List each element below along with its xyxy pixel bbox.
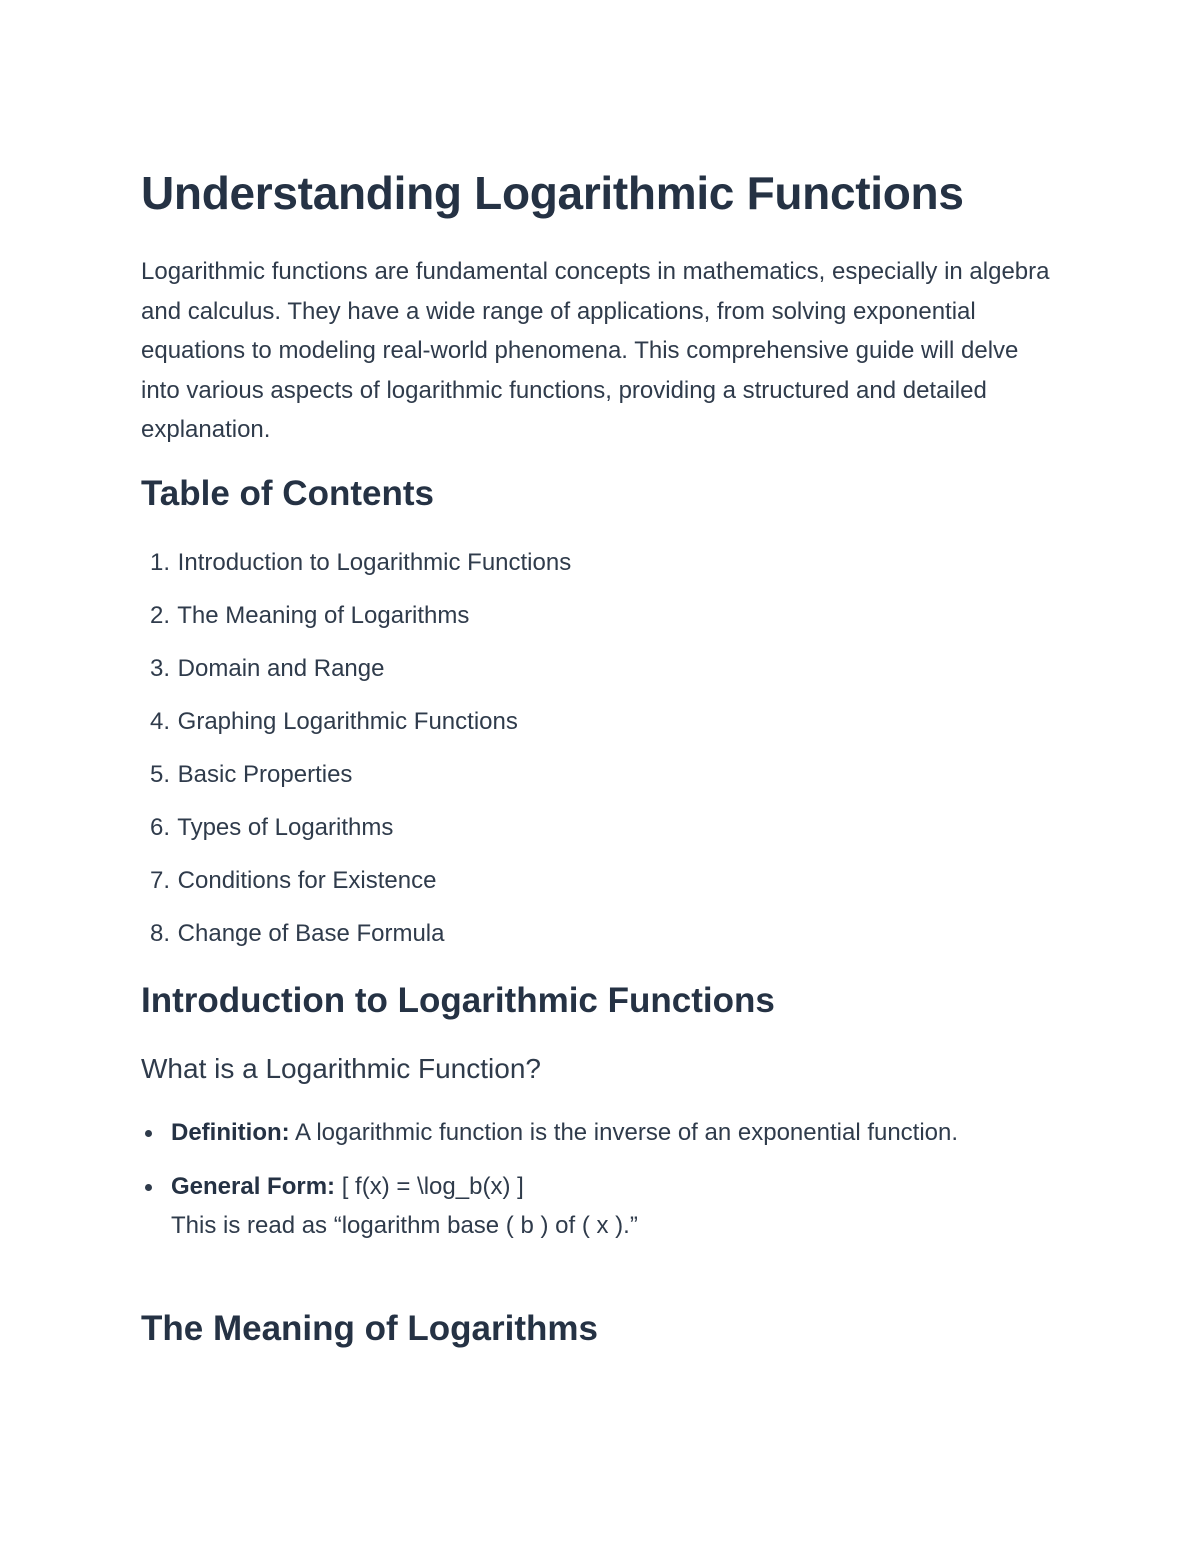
toc-item-label: Types of Logarithms xyxy=(177,814,394,841)
toc-item xyxy=(141,758,571,811)
toc-item-number: 5. xyxy=(149,761,170,788)
toc-item-label: Introduction to Logarithmic Functions xyxy=(177,549,572,576)
toc-item-label: The Meaning of Logarithms xyxy=(177,602,470,629)
toc-item-label: Change of Base Formula xyxy=(177,920,445,947)
toc-item-number: 3. xyxy=(149,655,170,682)
table-of-contents xyxy=(141,546,571,970)
definition-text: A logarithmic function is the inverse of an exponential function. xyxy=(289,1119,959,1146)
toc-item xyxy=(141,652,571,705)
intro-paragraph: Logarithmic functions are fundamental concepts in mathematics, especially in algebra and calculus. They have a wide range of applications, from solving exponential equations to modeling real-world phenomena. This comprehensive guide will delve into various aspects of logarithmic functions, providing a structured and detailed explanation. xyxy=(141,258,1050,443)
general-form-formula: [ f(x) = \log_b(x) ] xyxy=(335,1172,524,1200)
list-item-definition xyxy=(141,1113,1041,1153)
toc-item xyxy=(141,599,571,652)
toc-item-label: Graphing Logarithmic Functions xyxy=(177,708,518,735)
toc-item-number: 6. xyxy=(149,814,170,841)
section-heading-meaning: The Meaning of Logarithms xyxy=(141,1309,598,1348)
list-item-general-form xyxy=(141,1167,1041,1246)
toc-item-label: Conditions for Existence xyxy=(177,867,437,894)
toc-item-number: 8. xyxy=(149,920,170,947)
term-definition: Definition: xyxy=(171,1119,290,1146)
section-heading-introduction: Introduction to Logarithmic Functions xyxy=(141,981,775,1020)
toc-item-number: 2. xyxy=(149,602,170,629)
term-general-form: General Form: xyxy=(171,1172,336,1200)
toc-item xyxy=(141,705,571,758)
subheading-what-is: What is a Logarithmic Function? xyxy=(141,1053,541,1084)
toc-item-label: Basic Properties xyxy=(177,761,353,788)
document-title: Understanding Logarithmic Functions xyxy=(141,167,964,219)
toc-item-label: Domain and Range xyxy=(177,655,385,682)
definition-list xyxy=(141,1113,1041,1260)
toc-item xyxy=(141,546,571,599)
toc-item xyxy=(141,917,571,970)
bullet-dot-icon xyxy=(145,1184,152,1191)
toc-item-number: 7. xyxy=(149,867,170,894)
toc-item xyxy=(141,864,571,917)
toc-item-number: 1. xyxy=(149,549,170,576)
toc-item xyxy=(141,811,571,864)
toc-heading: Table of Contents xyxy=(141,474,434,513)
bullet-dot-icon xyxy=(145,1130,152,1137)
general-form-note: This is read as “logarithm base ( b ) of ( x ).” xyxy=(171,1212,638,1239)
toc-item-number: 4. xyxy=(149,708,170,735)
